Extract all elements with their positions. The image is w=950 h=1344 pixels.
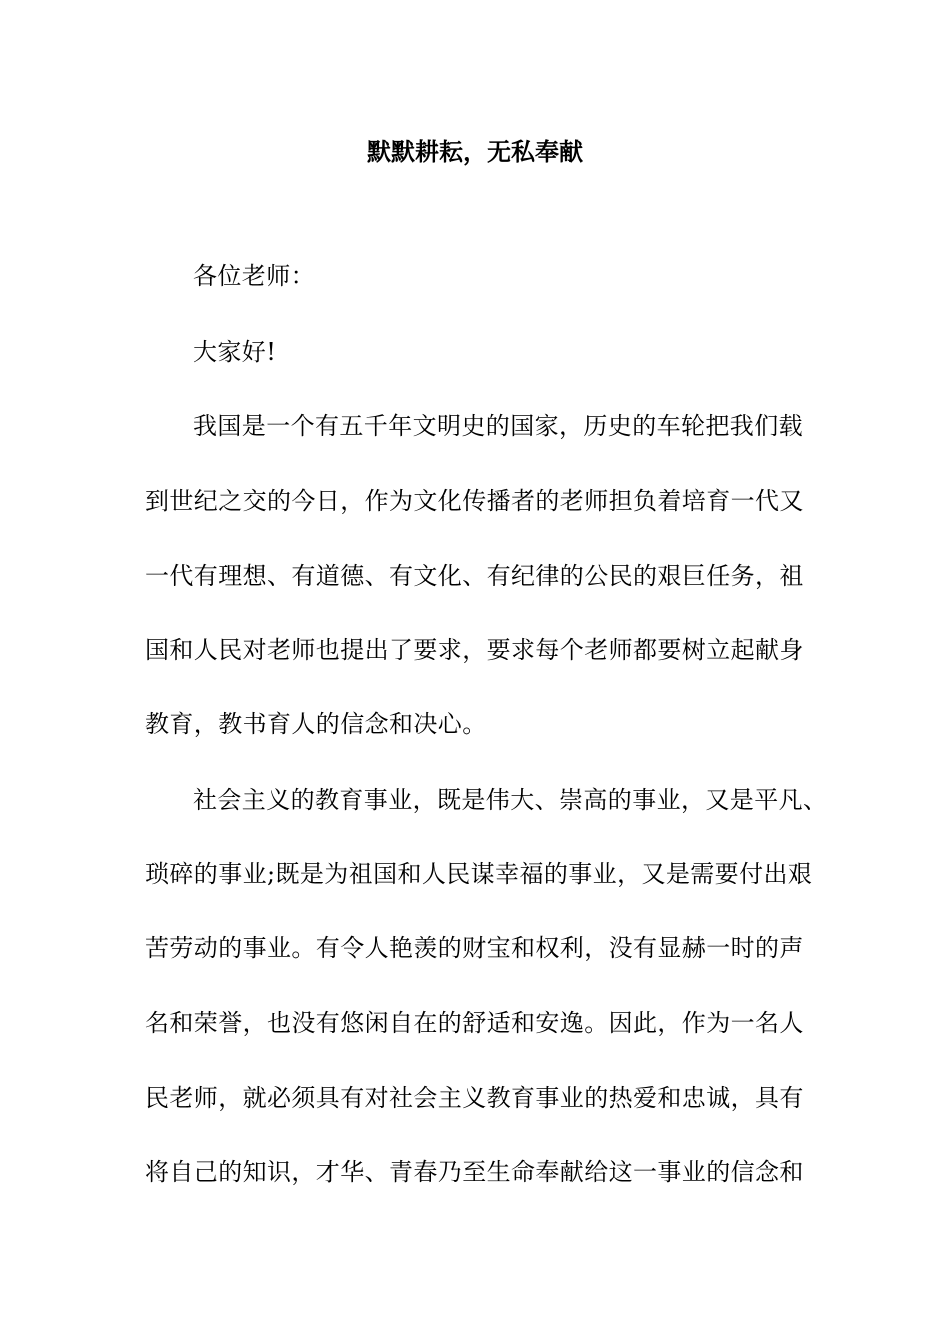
paragraph-1-line-4: 国和人民对老师也提出了要求，要求每个老师都要树立起献身 bbox=[145, 636, 804, 664]
paragraph-2-line-5: 民老师，就必须具有对社会主义教育事业的热爱和忠诚，具有 bbox=[145, 1084, 804, 1112]
paragraph-1-line-1: 我国是一个有五千年文明史的国家，历史的车轮把我们载 bbox=[193, 412, 803, 440]
paragraph-1-line-5: 教育，教书育人的信念和决心。 bbox=[145, 710, 487, 738]
salutation: 各位老师： bbox=[193, 262, 315, 290]
paragraph-2-line-1: 社会主义的教育事业，既是伟大、崇高的事业，又是平凡、 bbox=[193, 786, 828, 814]
greeting: 大家好! bbox=[193, 338, 277, 366]
document-title: 默默耕耘，无私奉献 bbox=[367, 137, 583, 166]
paragraph-2-line-3: 苦劳动的事业。有令人艳羡的财宝和权利，没有显赫一时的声 bbox=[145, 934, 804, 962]
paragraph-2-line-4: 名和荣誉，也没有悠闲自在的舒适和安逸。因此，作为一名人 bbox=[145, 1009, 804, 1037]
paragraph-2-line-2: 琐碎的事业;既是为祖国和人民谋幸福的事业，又是需要付出艰 bbox=[145, 860, 813, 888]
paragraph-2-line-6: 将自己的知识，才华、青春乃至生命奉献给这一事业的信念和 bbox=[145, 1158, 804, 1186]
paragraph-1-line-2: 到世纪之交的今日，作为文化传播者的老师担负着培育一代又 bbox=[145, 487, 804, 515]
paragraph-1-line-3: 一代有理想、有道德、有文化、有纪律的公民的艰巨任务，祖 bbox=[145, 562, 804, 590]
